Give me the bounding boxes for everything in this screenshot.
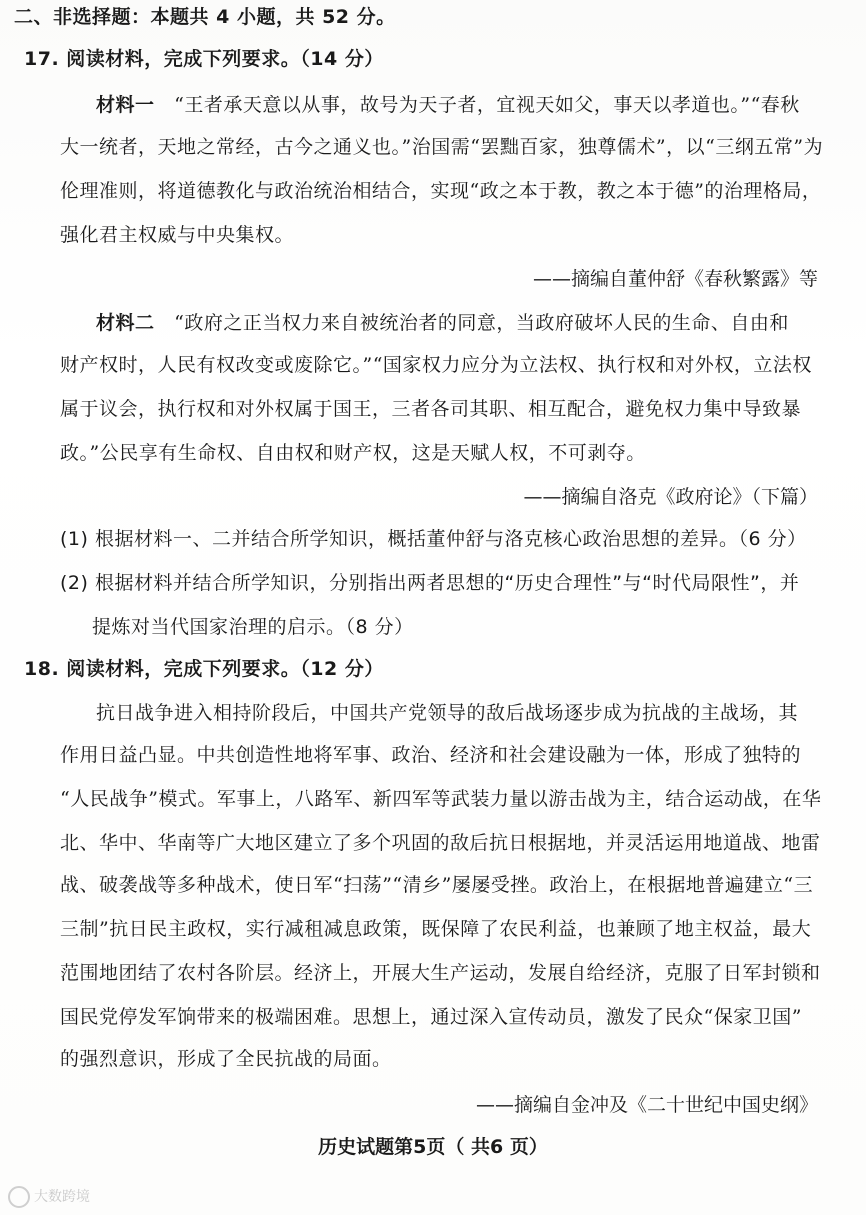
q17-material2-line-2: 财产权时，人民有权改变或废除它。”“国家权力应分为立法权、执行权和对外权，立法权 [60, 354, 812, 376]
q17-material1-line-3: 伦理准则，将道德教化与政治统治相结合，实现“政之本于教，教之本于德”的治理格局， [60, 180, 822, 202]
q18-line-7: 范围地团结了农村各阶层。经济上，开展大生产运动，发展自给经济，克服了日军封锁和 [60, 962, 821, 984]
q17-title: 17. 阅读材料，完成下列要求。（14 分） [24, 48, 384, 70]
q17-question-1: (1) 根据材料一、二并结合所学知识，概括董仲舒与洛克核心政治思想的差异。（6 分） [60, 528, 807, 550]
q18-line-2: 作用日益凸显。中共创造性地将军事、政治、经济和社会建设融为一体，形成了独特的 [60, 744, 802, 766]
q17-material2-line-4: 政。”公民享有生命权、自由权和财产权，这是天赋人权，不可剥夺。 [60, 442, 646, 464]
q17-material2-line-1 [96, 310, 789, 336]
q17-material2-source: ——摘编自洛克《政府论》（下篇） [523, 486, 818, 508]
q18-line-9: 的强烈意识，形成了全民抗战的局面。 [60, 1048, 392, 1070]
q17-material1-label: 材料一 [96, 94, 155, 116]
q18-line-4: 北、华中、华南等广大地区建立了多个巩固的敌后抗日根据地，并灵活运用地道战、地雷 [60, 832, 821, 854]
watermark-logo-icon [8, 1186, 30, 1208]
q18-line-5: 战、破袭战等多种战术，使日军“扫荡”“清乡”屡屡受挫。政治上，在根据地普遍建立“三 [60, 874, 814, 896]
q17-material1-text-1: “王者承天意以从事，故号为天子者，宜视天如父，事天以孝道也。”“春秋 [174, 94, 800, 116]
q18-line-3: “人民战争”模式。军事上，八路军、新四军等武装力量以游击战为主，结合运动战，在华 [60, 788, 822, 810]
page-footer: 历史试题第5页（ 共6 页） [318, 1136, 548, 1158]
q17-question-2-cont: 提炼对当代国家治理的启示。（8 分） [92, 616, 414, 638]
section-heading: 二、非选择题：本题共 4 小题，共 52 分。 [14, 6, 396, 28]
q17-material2-label: 材料二 [96, 312, 155, 334]
watermark [8, 1186, 90, 1208]
q17-material1-line-1 [96, 92, 800, 118]
q17-question-2: (2) 根据材料并结合所学知识，分别指出两者思想的“历史合理性”与“时代局限性”，并 [60, 572, 800, 594]
q18-line-8: 国民党停发军饷带来的极端困难。思想上，通过深入宣传动员，激发了民众“保家卫国” [60, 1006, 802, 1028]
q18-title: 18. 阅读材料，完成下列要求。（12 分） [24, 658, 384, 680]
q17-material1-line-2: 大一统者，天地之常经，古今之通义也。”治国需“罢黜百家，独尊儒术”，以“三纲五常”为 [60, 136, 824, 158]
q18-line-1: 抗日战争进入相持阶段后，中国共产党领导的敌后战场逐步成为抗战的主战场，其 [96, 702, 799, 724]
q17-material1-line-4: 强化君主权威与中央集权。 [60, 224, 295, 246]
q17-material2-line-3: 属于议会，执行权和对外权属于国王，三者各司其职、相互配合，避免权力集中导致暴 [60, 398, 802, 420]
q17-material2-text-1: “政府之正当权力来自被统治者的同意，当政府破坏人民的生命、自由和 [174, 312, 789, 334]
q18-line-6: 三制”抗日民主政权，实行减租减息政策，既保障了农民利益，也兼顾了地主权益，最大 [60, 918, 812, 940]
q18-source: ——摘编自金冲及《二十世纪中国史纲》 [475, 1094, 818, 1116]
q17-material1-source: ——摘编自董仲舒《春秋繁露》等 [532, 268, 818, 290]
watermark-text: 大数跨境 [34, 1189, 90, 1205]
